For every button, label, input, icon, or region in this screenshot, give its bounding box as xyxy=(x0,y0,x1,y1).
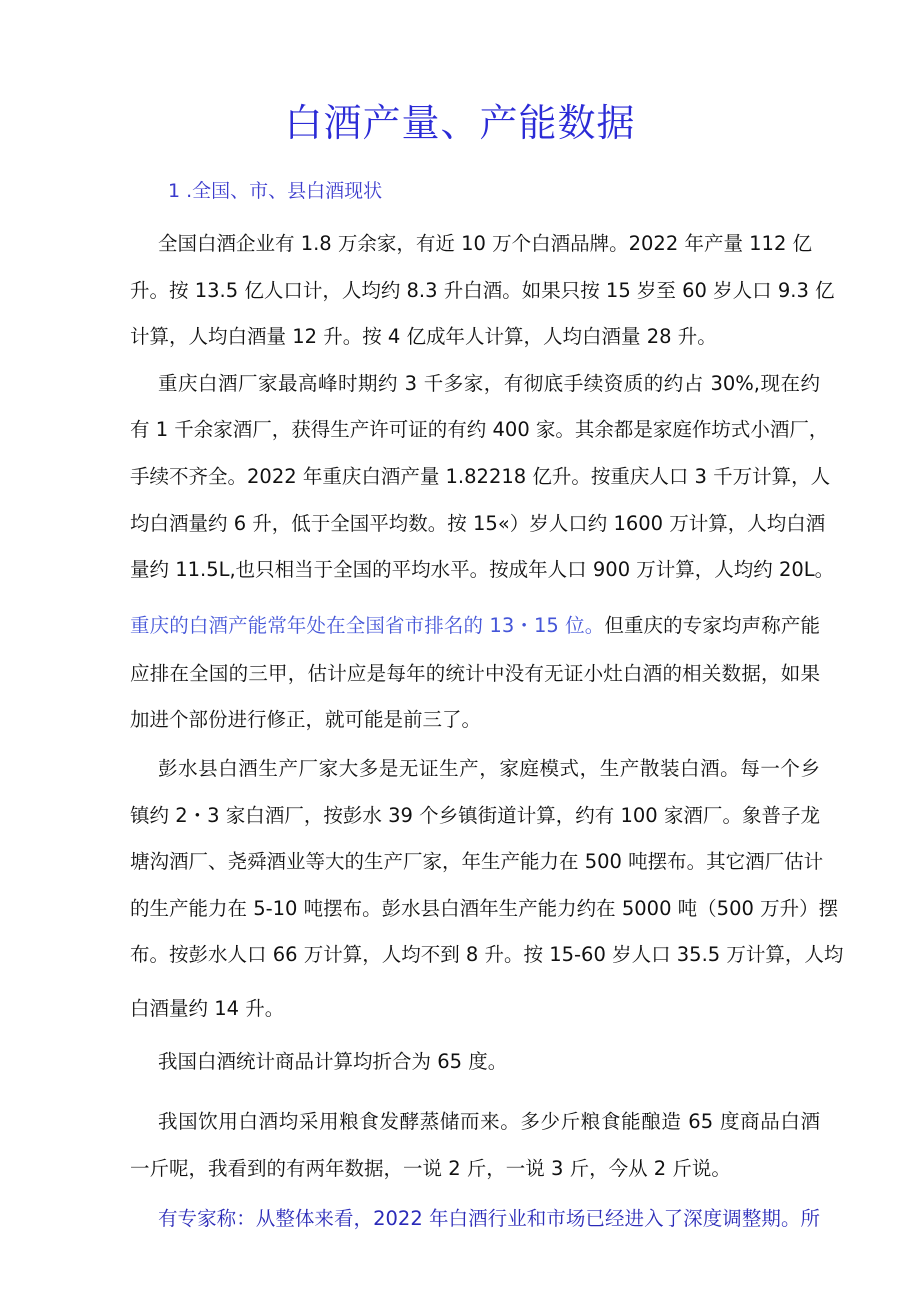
text-line: 彭水县白酒生产厂家大多是无证生产，家庭模式，生产散装白酒。每一个乡 xyxy=(158,757,820,780)
text-line: 白酒量约 14 升。 xyxy=(130,997,285,1020)
text-line: 布。按彭水人口 66 万计算，人均不到 8 升。按 15-60 岁人口 35.5 万计算，人均 xyxy=(130,943,844,966)
section-heading: 1 .全国、市、县白酒现状 xyxy=(168,180,383,202)
text-line: 计算，人均白酒量 12 升。按 4 亿成年人计算，人均白酒量 28 升。 xyxy=(130,325,717,348)
text-line: 一斤呢，我看到的有两年数据，一说 2 斤，一说 3 斤，今从 2 斤说。 xyxy=(130,1157,731,1180)
text-line: 塘沟酒厂、尧舜酒业等大的生产厂家，年生产能力在 500 吨摆布。其它酒厂估计 xyxy=(130,850,824,873)
text-line: 均白酒量约 6 升，低于全国平均数。按 15«）岁人口约 1600 万计算，人均白酒 xyxy=(130,512,826,535)
text-line: 的生产能力在 5-10 吨摆布。彭水县白酒年生产能力约在 5000 吨（500 万升）摆 xyxy=(130,897,839,920)
text-line: 重庆白酒厂家最高峰时期约 3 千多家，有彻底手续资质的约占 30%,现在约 xyxy=(158,372,820,395)
text-line: 手续不齐全。2022 年重庆白酒产量 1.82218 亿升。按重庆人口 3 千万计算，人 xyxy=(130,465,831,488)
text-line: 全国白酒企业有 1.8 万余家，有近 10 万个白酒品牌。2022 年产量 112 亿 xyxy=(158,232,813,255)
text-line: 镇约 2・3 家白酒厂，按彭水 39 个乡镇街道计算，约有 100 家酒厂。象普子龙 xyxy=(130,804,820,827)
text-line-mixed xyxy=(130,610,820,638)
text-line: 应排在全国的三甲，估计应是每年的统计中没有无证小灶白酒的相关数据，如果 xyxy=(130,662,820,685)
text-line: 有 1 千余家酒厂，获得生产许可证的有约 400 家。其余都是家庭作坊式小酒厂， xyxy=(130,418,829,441)
text: 但重庆的专家均声称产能 xyxy=(604,614,820,637)
text-line-highlighted: 有专家称：从整体来看，2022 年白酒行业和市场已经进入了深度调整期。所 xyxy=(158,1207,820,1230)
text-line: 加进个部份进行修正，就可能是前三了。 xyxy=(130,708,482,731)
text-line: 我国饮用白酒均采用粮食发酵蒸储而来。多少斤粮食能酿造 65 度商品白酒 xyxy=(158,1110,820,1133)
highlighted-text: 重庆的白酒产能常年处在全国省市排名的 13・15 位。 xyxy=(130,614,605,637)
text-line: 量约 11.5L,也只相当于全国的平均水平。按成年人口 900 万计算，人均约 20L。 xyxy=(130,558,835,581)
document-title: 白酒产量、产能数据 xyxy=(284,101,636,145)
text-line: 升。按 13.5 亿人口计，人均约 8.3 升白酒。如果只按 15 岁至 60 岁人口 9.3 亿 xyxy=(130,279,835,302)
text-line: 我国白酒统计商品计算均折合为 65 度。 xyxy=(158,1050,508,1073)
